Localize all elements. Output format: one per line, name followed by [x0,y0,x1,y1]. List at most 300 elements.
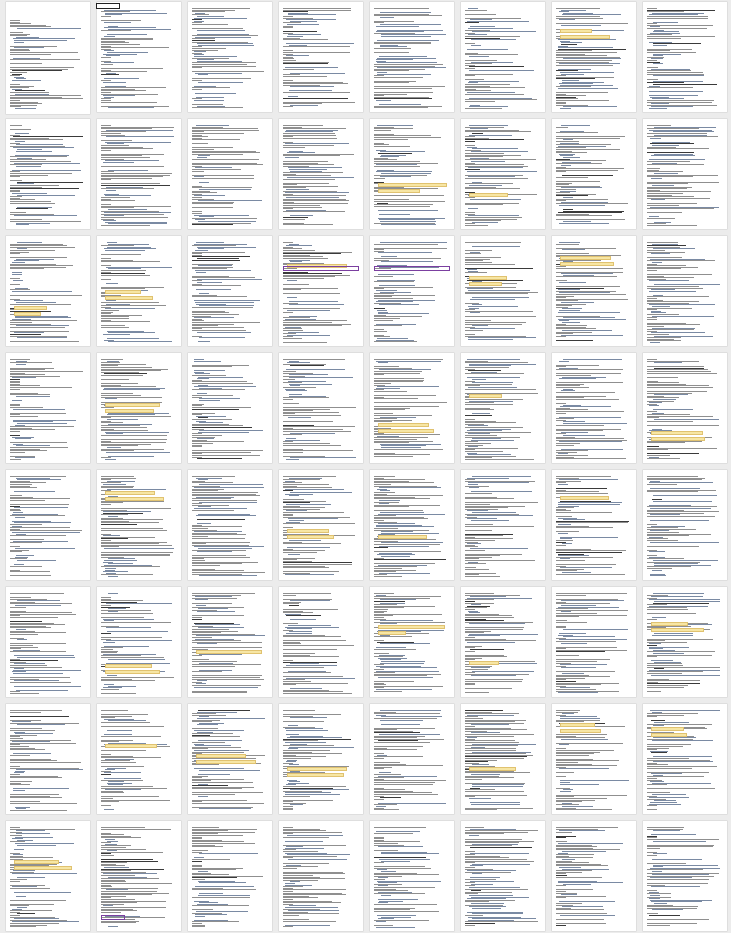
page-thumbnail[interactable] [6,821,90,931]
text-line [647,36,715,37]
page-thumbnail[interactable] [461,821,545,931]
text-line [10,925,47,926]
page-thumbnail[interactable] [188,704,272,814]
text-line [374,653,389,654]
code-line [649,457,659,458]
text-line [283,330,303,331]
text-line [10,129,31,130]
text-line [192,28,243,29]
code-line [380,17,394,18]
text-line [10,369,45,370]
text-line [10,450,47,451]
page-thumbnail[interactable] [188,236,272,346]
text-line [283,324,351,325]
text-line [283,371,296,372]
page-thumbnail[interactable] [370,470,454,580]
text-line [101,312,113,313]
code-line [199,902,218,903]
text-line [192,897,250,898]
page-thumbnail[interactable] [370,119,454,229]
code-line [286,245,312,246]
text-line [465,779,482,780]
text-line [374,777,404,778]
text-line [556,62,609,63]
text-line [465,720,526,721]
code-line [469,364,536,365]
code-line [561,432,588,433]
code-line [14,686,81,687]
text-line [283,660,293,661]
highlight-annotation [14,306,47,310]
text-line [647,133,707,134]
code-line [13,409,65,410]
text-line [465,481,535,482]
text-line [283,896,309,897]
text-line [283,69,314,70]
page-thumbnail[interactable] [643,119,727,229]
code-line [197,718,265,719]
text-line [465,145,475,146]
text-line [465,225,488,226]
text-line [10,452,25,453]
code-line [103,571,128,572]
text-line [10,766,20,767]
page-thumbnail[interactable] [461,704,545,814]
page-thumbnail[interactable] [188,353,272,463]
text-line [101,504,111,505]
text-line [374,799,384,800]
text-line [465,915,483,916]
text-line [556,903,582,904]
code-line [106,627,151,628]
text-line [647,393,692,394]
code-line [108,244,149,245]
code-line [561,335,623,336]
text-line [556,569,584,570]
text-line [556,686,566,687]
code-line [103,220,116,221]
text-line [283,642,300,643]
text-line [647,337,681,338]
code-line [653,55,663,56]
code-line [288,14,336,15]
text-line [374,195,444,196]
text-line [283,320,347,321]
text-line [192,381,247,382]
code-line [562,869,609,870]
page-thumbnail[interactable] [461,587,545,697]
code-line [653,593,704,594]
page-thumbnail[interactable] [552,704,636,814]
page-thumbnail[interactable] [461,470,545,580]
code-line [14,680,59,681]
code-line [654,284,720,285]
text-line [192,534,246,535]
text-line [374,223,435,224]
page-thumbnail[interactable] [370,704,454,814]
code-line [107,338,159,339]
text-line [374,558,384,559]
code-line [290,73,345,74]
page-thumbnail[interactable] [6,236,90,346]
code-line [108,107,154,108]
text-line [283,909,320,910]
text-line [192,296,247,297]
page-thumbnail[interactable] [188,587,272,697]
page-thumbnail[interactable] [279,119,363,229]
text-line [465,457,492,458]
code-line [651,155,695,156]
text-line [10,632,66,633]
page-thumbnail[interactable] [370,236,454,346]
text-line [101,476,134,477]
page-thumbnail[interactable] [552,2,636,112]
text-line [283,128,346,129]
page-thumbnail[interactable] [461,119,545,229]
code-line [650,542,719,543]
code-line [649,537,663,538]
text-line [465,404,513,405]
page-thumbnail[interactable] [188,2,272,112]
text-line [556,827,618,828]
text-line [10,746,29,747]
code-line [17,423,67,424]
text-line [556,872,582,873]
code-line [559,361,569,362]
code-line [195,596,232,597]
code-line [468,454,511,455]
code-line [653,866,663,867]
text-line [556,857,593,858]
page-thumbnail[interactable] [6,119,90,229]
page-thumbnail[interactable] [370,821,454,931]
text-line [101,875,135,876]
code-line [651,199,665,200]
page-thumbnail[interactable] [279,470,363,580]
code-line [194,317,234,318]
text-line [465,603,494,604]
page-thumbnail[interactable] [552,821,636,931]
page-thumbnail[interactable] [643,236,727,346]
text-line [556,458,626,459]
code-line [17,195,75,196]
text-line [101,49,111,50]
page-thumbnail[interactable] [643,470,727,580]
code-line [376,301,413,302]
text-line [556,848,593,849]
page-thumbnail[interactable] [6,2,90,114]
code-line [198,45,254,46]
text-line [101,651,118,652]
page-thumbnail[interactable] [370,587,454,697]
text-line [10,575,51,576]
text-line [647,191,711,192]
page-thumbnail[interactable] [279,704,363,814]
code-line [560,718,600,719]
text-line [374,606,435,607]
text-line [283,203,348,204]
code-line [290,736,323,737]
text-line [556,516,572,517]
code-line [106,640,172,641]
code-line [379,56,427,57]
page-thumbnail[interactable] [97,470,181,580]
text-line [192,619,202,620]
code-line [289,260,310,261]
code-line [290,663,319,664]
text-line [10,603,72,604]
code-line [199,430,263,431]
text-line [192,807,253,808]
code-line [14,260,39,261]
text-line [10,915,20,916]
code-line [651,675,720,676]
text-line [192,267,233,268]
code-line [468,167,523,168]
code-line [654,336,713,337]
text-line [556,909,604,910]
page-thumbnail[interactable] [552,470,636,580]
code-line [107,489,166,490]
text-line [10,295,82,296]
page-thumbnail[interactable] [279,821,363,931]
text-line [101,842,111,843]
text-line [465,43,475,44]
page-thumbnail[interactable] [461,236,545,346]
page-thumbnail[interactable] [643,704,727,814]
code-line [195,745,231,746]
text-line [374,139,408,140]
text-line [192,715,226,716]
code-line [563,636,615,637]
text-line [556,896,606,897]
page-thumbnail[interactable] [97,2,181,112]
text-line [647,52,696,53]
text-line [10,92,49,93]
text-line [465,187,496,188]
code-line [652,98,684,99]
code-line [652,142,690,143]
text-line [374,341,417,342]
code-line [287,547,330,548]
page-thumbnail[interactable] [643,821,727,931]
code-line [559,639,627,640]
page-thumbnail[interactable] [552,119,636,229]
page-thumbnail[interactable] [97,821,181,931]
text-line [192,838,202,839]
text-line [647,168,660,169]
code-line [468,306,518,307]
text-line [10,49,29,50]
code-line [289,169,327,170]
page-thumbnail[interactable] [188,470,272,580]
code-line [196,635,265,636]
text-line [10,755,30,756]
text-line [192,336,202,337]
page-thumbnail[interactable] [97,353,181,463]
code-line [104,50,114,51]
text-line [192,66,256,67]
text-line [283,714,341,715]
code-line [380,156,399,157]
page-thumbnail[interactable] [97,587,181,697]
text-line [192,409,239,410]
code-line [13,870,35,871]
text-line [465,869,493,870]
text-line [101,310,119,311]
code-line [196,272,206,273]
text-line [283,571,339,572]
page-thumbnail[interactable] [188,119,272,229]
code-line [468,446,478,447]
code-line [561,600,624,601]
text-line [10,881,20,882]
text-line [101,145,129,146]
text-line [374,88,432,89]
page-thumbnail[interactable] [370,353,454,463]
page-thumbnail[interactable] [188,821,272,931]
text-line [283,573,310,574]
code-line [649,14,698,15]
text-line [556,877,602,878]
text-line [647,72,703,73]
code-line [286,504,331,505]
text-line [283,38,300,39]
page-thumbnail[interactable] [97,704,181,814]
code-line [285,792,331,793]
text-line [647,212,682,213]
text-line [465,666,492,667]
page-thumbnail[interactable] [552,353,636,463]
text-line [192,563,242,564]
code-line [562,906,603,907]
text-line [465,435,497,436]
page-thumbnail[interactable] [643,587,727,697]
page-thumbnail[interactable] [6,587,90,697]
code-line [471,520,509,521]
code-line [196,605,206,606]
text-line [10,571,50,572]
code-line [15,548,75,549]
text-line [556,760,619,761]
text-line [556,127,568,128]
text-line [192,71,264,72]
text-line [465,68,475,69]
text-line [465,220,501,221]
text-line [101,597,111,598]
text-line [374,691,402,692]
page-thumbnail[interactable] [97,236,181,346]
page-thumbnail[interactable] [97,119,181,229]
text-line [647,792,670,793]
page-thumbnail[interactable] [552,587,636,697]
page-thumbnail[interactable] [6,704,90,814]
text-line [556,268,623,269]
code-line [290,215,313,216]
text-line [10,677,70,678]
page-thumbnail[interactable] [6,353,90,463]
text-line [374,596,441,597]
text-line [192,203,233,204]
code-line [560,108,571,109]
page-thumbnail[interactable] [279,236,363,346]
text-line [101,626,119,627]
page-thumbnail[interactable] [643,2,727,112]
text-line [465,324,522,325]
code-line [650,710,720,711]
text-line [10,176,20,177]
text-line [283,397,329,398]
page-thumbnail[interactable] [370,2,454,112]
code-line [560,72,614,73]
text-line [192,626,213,627]
text-line [101,383,138,384]
text-line [556,752,600,753]
text-line [465,758,524,759]
code-line [560,558,570,559]
text-line [192,192,217,193]
code-line [653,841,706,842]
text-line [465,448,518,449]
page-thumbnail[interactable] [279,587,363,697]
text-line [101,736,161,737]
text-line [647,673,682,674]
text-line [10,743,76,744]
code-line [649,42,672,43]
text-line [465,842,519,843]
code-line [467,598,532,599]
code-line [287,854,350,855]
text-line [283,873,345,874]
code-line [380,663,424,664]
text-line [374,374,384,375]
text-line [556,366,566,367]
text-line [283,312,293,313]
text-line [192,607,244,608]
text-line [192,526,242,527]
text-line [374,320,393,321]
text-line [465,437,520,438]
text-line [465,441,478,442]
text-line [283,913,339,914]
page-thumbnail[interactable] [279,353,363,463]
page-thumbnail[interactable] [279,2,363,112]
code-line [285,494,313,495]
page-thumbnail[interactable] [552,236,636,346]
text-line [10,267,66,268]
text-line [101,836,131,837]
code-line [467,92,515,93]
text-line [374,920,429,921]
page-thumbnail[interactable] [461,353,545,463]
page-thumbnail[interactable] [461,2,545,112]
text-line [647,768,692,769]
code-line [650,33,680,34]
text-line [101,207,134,208]
code-line [199,716,209,717]
text-line [556,304,586,305]
page-thumbnail[interactable] [6,470,90,580]
code-line [12,170,81,171]
code-line [649,804,681,805]
text-line [374,82,409,83]
page-thumbnail[interactable] [643,353,727,463]
text-line [374,796,384,797]
text-line [465,731,487,732]
text-line [101,155,142,156]
text-line [283,863,329,864]
code-line [199,663,233,664]
